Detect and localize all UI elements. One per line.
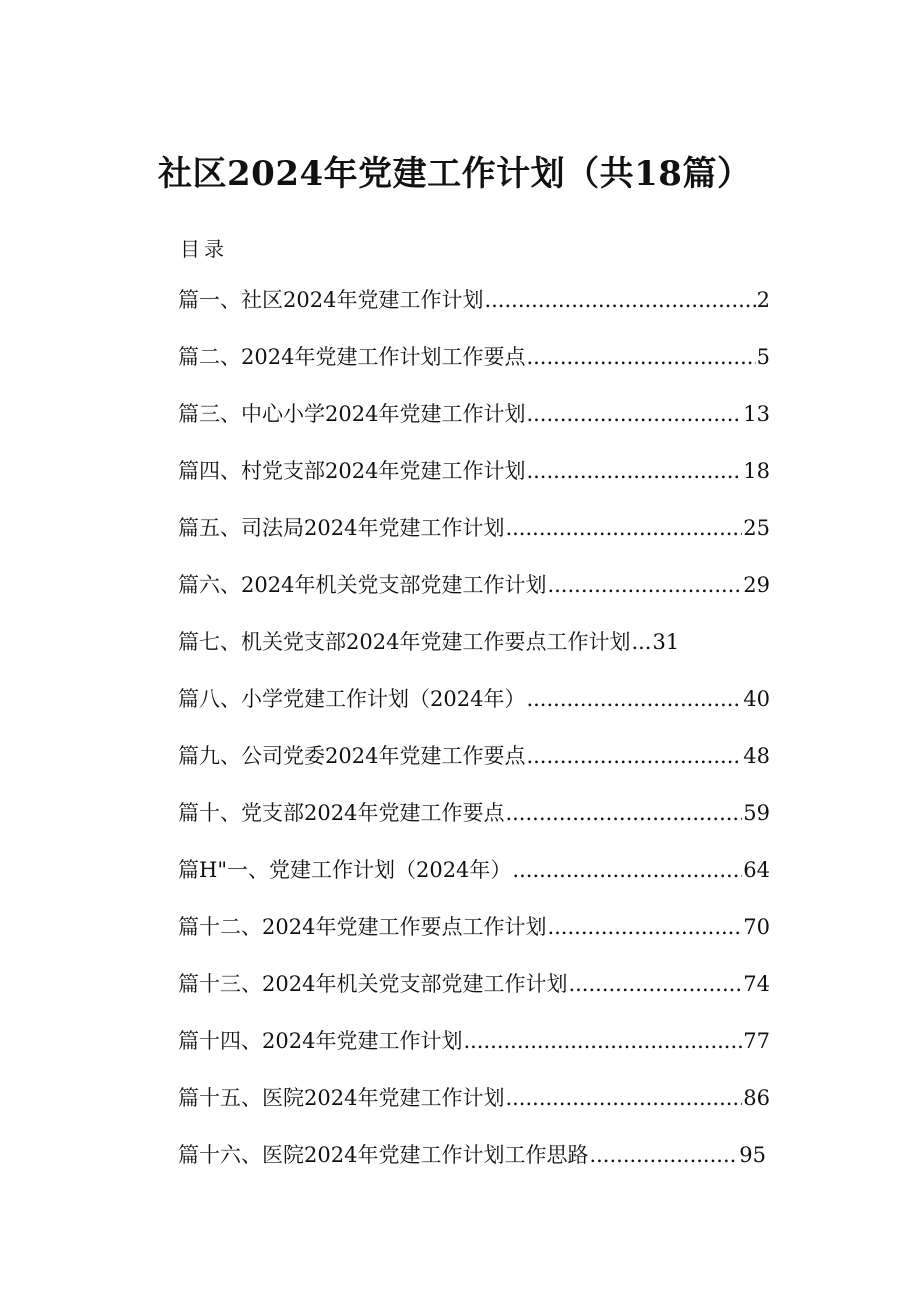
toc-entry-1[interactable] [178,285,770,342]
toc-entry-3[interactable] [178,399,770,456]
toc-entry-13[interactable] [178,969,770,1026]
toc-entry-page: 74 [743,972,770,996]
toc-entry-title: 篇十四、2024年党建工作计划 [178,1029,463,1053]
toc-entry-8[interactable] [178,684,770,741]
toc-entry-2[interactable] [178,342,770,399]
dot-leader [526,684,742,714]
toc-entry-title: 篇三、中心小学2024年党建工作计划 [178,402,526,426]
toc-entry-10[interactable] [178,798,770,855]
toc-entry-title: 篇七、机关党支部2024年党建工作要点工作计划 [178,630,631,654]
dot-leader [526,456,742,486]
toc-entry-6[interactable] [178,570,770,627]
toc-entry-page: 86 [743,1086,770,1110]
dot-leader [526,399,742,429]
dot-leader [547,570,742,600]
dot-leader [526,741,742,771]
toc-entry-9[interactable] [178,741,770,798]
toc-entry-title: 篇十三、2024年机关党支部党建工作计划 [178,972,568,996]
toc-entry-title: 篇十、党支部2024年党建工作要点 [178,801,505,825]
toc-entry-5[interactable] [178,513,770,570]
dot-leader [568,969,742,999]
toc-heading: 目录 [180,237,228,261]
toc-entry-page: 2 [756,288,770,312]
toc-entry-page: 29 [743,573,770,597]
dot-leader [505,513,742,543]
toc-entry-11[interactable] [178,855,770,912]
toc-entry-title: 篇五、司法局2024年党建工作计划 [178,516,505,540]
toc-entry-page: 64 [743,858,770,882]
toc-entry-title: 篇二、2024年党建工作计划工作要点 [178,345,526,369]
toc-entry-title: 篇十二、2024年党建工作要点工作计划 [178,915,547,939]
toc-entry-title: 篇十五、医院2024年党建工作计划 [178,1086,505,1110]
toc-entry-page: 95 [739,1143,766,1167]
toc-entry-title: 篇四、村党支部2024年党建工作计划 [178,459,526,483]
toc-entry-page: 13 [743,402,770,426]
toc-entry-page: 48 [743,744,770,768]
toc-entry-title: 篇六、2024年机关党支部党建工作计划 [178,573,547,597]
dot-leader [505,1083,742,1113]
toc-entry-title: 篇H"一、党建工作计划（2024年） [178,858,512,882]
toc-entry-page: 70 [743,915,770,939]
toc-entry-title: 篇十六、医院2024年党建工作计划工作思路 [178,1143,589,1167]
toc-entry-page: 5 [756,345,770,369]
toc-entry-4[interactable] [178,456,770,513]
toc-entry-12[interactable] [178,912,770,969]
toc-entry-page: 77 [743,1029,770,1053]
toc-entry-title: 篇一、社区2024年党建工作计划 [178,288,484,312]
dot-leader [505,798,742,828]
dot-leader [526,342,755,372]
toc-entry-title: 篇九、公司党委2024年党建工作要点 [178,744,526,768]
dot-leader [631,627,651,657]
toc-entry-7[interactable] [178,627,770,684]
toc-entry-page: 40 [743,687,770,711]
toc-entry-page: 25 [743,516,770,540]
dot-leader [547,912,742,942]
toc-entry-14[interactable] [178,1026,770,1083]
toc-entry-title: 篇八、小学党建工作计划（2024年） [178,687,526,711]
toc-entry-16[interactable] [178,1140,766,1197]
toc-entry-page: 31 [652,630,680,654]
dot-leader [512,855,742,885]
document-title: 社区2024年党建工作计划（共18篇） [158,154,752,194]
toc-entry-page: 59 [743,801,770,825]
dot-leader [463,1026,742,1056]
toc-entry-15[interactable] [178,1083,770,1140]
toc-entry-page: 18 [743,459,770,483]
table-of-contents [178,285,770,1197]
dot-leader [484,285,755,315]
dot-leader [589,1140,738,1170]
